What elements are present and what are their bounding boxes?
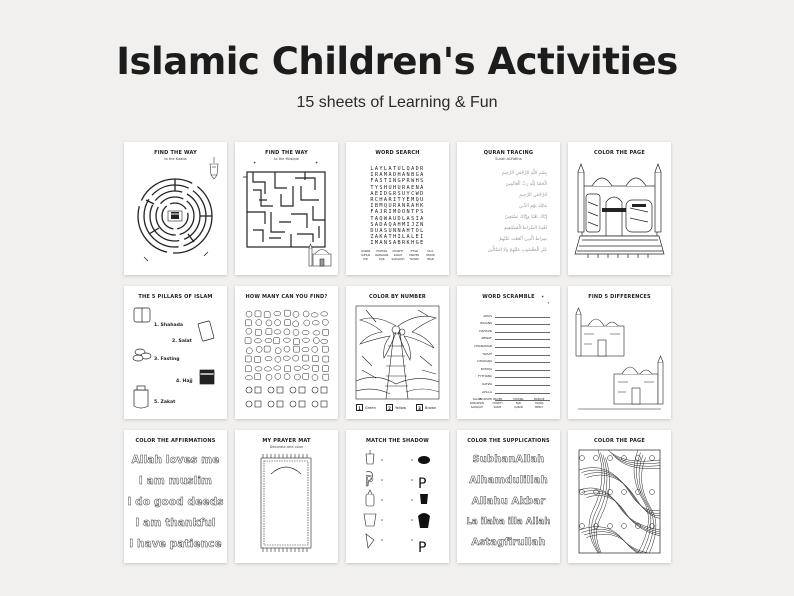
list-item xyxy=(465,340,550,348)
list-item: RAMADAN xyxy=(375,254,389,257)
affirmation-line: Allah loves me xyxy=(131,454,220,466)
hidden-object xyxy=(302,338,309,342)
hidden-object xyxy=(293,311,299,317)
list-item xyxy=(465,378,550,386)
sheet-grid xyxy=(124,142,670,562)
grid-row: ZAKATHILALEI xyxy=(370,234,425,241)
hidden-object xyxy=(275,320,281,326)
list-item xyxy=(465,325,550,333)
hidden-object xyxy=(274,311,281,315)
sheet-subtitle: Decorate and color xyxy=(269,445,304,449)
scrambled-word: TAHAT xyxy=(482,351,492,356)
hidden-object xyxy=(322,319,328,325)
hidden-object xyxy=(245,356,251,362)
list-item: FASTING xyxy=(513,398,524,401)
sheet-title: COLOR THE PAGE xyxy=(594,438,645,444)
hidden-object xyxy=(256,320,262,326)
sheet-five-pillars xyxy=(124,286,227,419)
list-item: SALAH xyxy=(472,398,481,401)
hidden-object xyxy=(245,366,251,372)
sheet-subtitle: to the Mosque xyxy=(273,157,300,161)
list-item: CHARITY xyxy=(392,250,404,253)
hidden-object xyxy=(321,339,328,343)
list-item: PRAYER xyxy=(409,254,420,257)
svg-text:P: P xyxy=(418,476,427,492)
sheet-title: THE 5 PILLARS OF ISLAM xyxy=(138,294,213,300)
tracing-lines xyxy=(471,168,547,256)
dates-icon xyxy=(133,349,151,361)
sheet-word-search xyxy=(346,142,449,275)
hidden-object xyxy=(255,311,261,317)
grid-row: DUASUNNAHTOL xyxy=(370,228,425,235)
hidden-object xyxy=(303,311,309,317)
grid-row: IRAMADHANBGA xyxy=(370,172,425,179)
tracing-line: الْحَمْدُ لِلَّهِ رَبِّ الْعَالَمِينَ xyxy=(505,182,547,187)
hidden-object xyxy=(285,366,291,372)
mosque-icon xyxy=(235,142,338,275)
hidden-object xyxy=(312,346,318,352)
hidden-object xyxy=(255,367,262,371)
sheet-my-prayer-mat xyxy=(235,430,338,563)
hidden-object xyxy=(284,374,290,380)
list-item: RAMADHAN xyxy=(469,402,484,405)
sheet-subtitle: Surah Al-Fatiha xyxy=(495,157,522,161)
scrambled-word: AMUS xyxy=(483,313,492,318)
tracing-line: غَيْرِ الْمَغْضُوبِ عَلَيْهِمْ وَلَا الضَّالِّينَ xyxy=(487,248,547,253)
hidden-object xyxy=(265,356,272,360)
hidden-object xyxy=(312,374,318,380)
sheet-title: WORD SCRAMBLE xyxy=(482,294,535,300)
hidden-object xyxy=(264,312,270,318)
lantern-icon xyxy=(366,450,374,464)
legend-item xyxy=(386,404,406,411)
affirmation-line: I do good deeds xyxy=(127,496,224,508)
grid-row: SADAQAHMIJZN xyxy=(370,221,425,228)
sheet-title: FIND THE WAY xyxy=(154,150,197,156)
list-item: MERCY xyxy=(535,406,544,409)
list-item: DUA xyxy=(427,250,434,253)
hidden-object xyxy=(311,313,318,317)
sheet-color-by-number xyxy=(346,286,449,419)
list-item: PRAYER xyxy=(493,398,503,401)
sheet-color-supplications xyxy=(457,430,560,563)
hidden-object xyxy=(274,366,281,370)
sheet-title: COLOR THE AFFIRMATIONS xyxy=(135,438,216,444)
hidden-object xyxy=(321,312,328,316)
sheet-title: COLOR THE PAGE xyxy=(594,150,645,156)
hidden-object xyxy=(284,310,290,316)
sheet-title: HOW MANY CAN YOU FIND? xyxy=(245,294,328,300)
sheet-title: COLOR THE SUPPLICATIONS xyxy=(467,438,550,444)
grid-row: LAYLATULQADR xyxy=(370,166,425,172)
scrambled-word: FYTHANC xyxy=(477,374,492,379)
sheet-how-many-can-you-find xyxy=(235,286,338,419)
svg-text:P: P xyxy=(365,474,374,490)
affirmation-line: I am thankful xyxy=(135,517,216,529)
hidden-object xyxy=(304,320,310,326)
svg-text:✦: ✦ xyxy=(547,301,550,305)
hidden-object xyxy=(284,329,290,335)
palm-tree-coloring-illustration xyxy=(346,286,449,419)
hidden-object xyxy=(302,365,309,369)
hidden-object xyxy=(255,329,261,335)
sheet-subtitle: to the Kaaba xyxy=(164,157,187,161)
legend-label: Green xyxy=(365,405,376,410)
sheet-title: QURAN TRACING xyxy=(483,150,534,156)
sheet-title: FIND THE WAY xyxy=(265,150,308,156)
tracing-line: الرَّحْمَٰنِ الرَّحِيمِ xyxy=(519,193,547,198)
hidden-object xyxy=(275,373,281,379)
hidden-object xyxy=(303,355,309,361)
hidden-object xyxy=(303,373,309,379)
list-item: FAJR xyxy=(515,402,521,405)
tracing-line: اهْدِنَا الصِّرَاطَ الْمُسْتَقِيمَ xyxy=(503,226,547,231)
scrambled-word: AHLLA xyxy=(482,389,492,394)
hidden-object xyxy=(313,338,319,344)
list-item xyxy=(465,310,550,318)
sheet-find-the-way-kaaba xyxy=(124,142,227,275)
hidden-object xyxy=(283,356,290,360)
hidden-object xyxy=(323,366,329,372)
supplication-line: Allahu Akbar xyxy=(471,496,546,507)
grid-row: AEIDGRSUYCWD xyxy=(370,190,425,197)
hidden-object xyxy=(322,329,328,335)
list-item: ZAKAT xyxy=(393,254,403,257)
hidden-object xyxy=(266,320,272,326)
page-subtitle: 15 sheets of Learning & Fun xyxy=(296,94,498,111)
hidden-object xyxy=(265,338,272,342)
pillar-label: 5. Zakat xyxy=(154,400,176,405)
mosque-differences-illustration xyxy=(568,286,671,419)
list-item: FAJR xyxy=(378,258,385,261)
grid-row: FASTINGPRWHS xyxy=(370,178,425,185)
list-item xyxy=(465,318,550,326)
hidden-object xyxy=(255,357,261,363)
supplication-line: La ilaha illa Allah xyxy=(466,517,551,527)
hidden-object xyxy=(293,355,299,361)
supplication-line: Astagfirullah xyxy=(471,537,546,548)
hidden-object xyxy=(294,366,301,370)
sheet-quran-tracing xyxy=(457,142,560,275)
pillars-illustration xyxy=(124,286,227,419)
sheet-match-the-shadow xyxy=(346,430,449,563)
legend-item xyxy=(356,404,376,411)
quran-icon xyxy=(134,308,150,322)
grid-row: IMANSABRKHGE xyxy=(370,240,425,247)
pillar-label: 4. Hajj xyxy=(176,379,193,384)
list-item: SADAQAH xyxy=(391,258,405,261)
list-item: MOSQUE xyxy=(533,398,545,401)
scrambled-word: RUMQA xyxy=(480,366,492,371)
supplication-line: Alhamdulillah xyxy=(469,475,548,486)
hidden-object xyxy=(323,356,329,362)
hidden-object xyxy=(293,339,299,345)
hidden-object xyxy=(285,320,291,326)
hidden-object xyxy=(246,311,252,317)
hidden-object xyxy=(284,346,290,352)
hidden-object xyxy=(255,374,261,380)
hidden-object xyxy=(302,330,309,334)
supplication-line: SubhanAllah xyxy=(472,454,545,465)
zakat-jar-icon xyxy=(134,386,148,408)
scrambled-word: DHANAMAR xyxy=(474,343,492,348)
affirmation-line: I am muslim xyxy=(138,475,213,487)
sheet-color-affirmations xyxy=(124,430,227,563)
sheet-color-the-page-pattern xyxy=(568,430,671,563)
hidden-object xyxy=(283,338,290,342)
grid-row: RCHARITYEMQU xyxy=(370,197,425,204)
hidden-object xyxy=(245,376,252,380)
list-item xyxy=(465,348,550,356)
list-item xyxy=(465,363,550,371)
scramble-list xyxy=(465,310,550,401)
hidden-object xyxy=(256,346,262,352)
svg-text:✦: ✦ xyxy=(315,160,319,165)
tracing-line: إِيَّاكَ نَعْبُدُ وَإِيَّاكَ نَسْتَعِينُ xyxy=(504,215,547,220)
grid-row: TAQWAUDLASIA xyxy=(370,215,425,222)
sheet-title: MY PRAYER MAT xyxy=(262,438,311,444)
prayer-mat-icon xyxy=(235,430,338,563)
sheet-title: WORD SEARCH xyxy=(375,150,420,156)
hidden-object xyxy=(322,346,328,352)
pillar-label: 2. Salat xyxy=(172,339,192,344)
hidden-object xyxy=(323,374,329,380)
legend-item xyxy=(416,404,436,411)
list-item: TAQWA xyxy=(534,402,544,405)
hidden-object xyxy=(254,339,261,343)
sheet-title: MATCH THE SHADOW xyxy=(366,438,429,444)
hidden-object xyxy=(275,348,281,354)
legend-number: 2 xyxy=(386,404,393,411)
list-item: TAQWA xyxy=(409,258,419,261)
sheet-find-differences xyxy=(568,286,671,419)
legend-label: Yellow xyxy=(395,405,407,410)
svg-text:✦: ✦ xyxy=(541,294,545,299)
sheet-color-the-page-mosque xyxy=(568,142,671,275)
tracing-line: صِرَاطَ الَّذِينَ أَنْعَمْتَ عَلَيْهِمْ xyxy=(499,237,547,242)
list-item: EID xyxy=(363,258,368,261)
scrambled-word: HADSUR xyxy=(479,328,492,333)
hidden-object xyxy=(274,330,281,334)
shadow-matching-illustration xyxy=(346,430,449,563)
list-item: IMAN xyxy=(427,258,434,261)
hidden-object xyxy=(245,338,251,344)
pillar-label: 3. Fasting xyxy=(154,357,180,362)
sheet-find-the-way-mosque xyxy=(235,142,338,275)
page-title: Islamic Children's Activities xyxy=(116,40,678,83)
list-item: QURAN xyxy=(360,250,371,253)
pillar-label: 1. Shahada xyxy=(154,323,183,328)
grid-row: FAJRIMOONTPS xyxy=(370,209,425,216)
prayer-mat-icon xyxy=(198,321,214,341)
hidden-object xyxy=(312,356,318,362)
affirmation-line: I have patience xyxy=(129,538,222,550)
scrambled-word: DHAKARA xyxy=(477,359,492,364)
scrambled-word: KATZA xyxy=(482,381,492,386)
hidden-object xyxy=(274,338,280,344)
hidden-object xyxy=(293,329,299,335)
hidden-object xyxy=(293,346,299,352)
list-item: FASTING xyxy=(376,250,388,253)
scrambled-word: BDOSIHI xyxy=(479,397,492,402)
hidden-object xyxy=(246,348,252,354)
list-item: SUHUR xyxy=(360,254,371,257)
list-item: QURAN xyxy=(514,406,523,409)
legend-number: 3 xyxy=(416,404,423,411)
svg-text:✦: ✦ xyxy=(253,160,257,165)
scrambled-word: REWAF xyxy=(481,336,492,341)
hidden-object xyxy=(275,356,281,362)
tracing-line: بِسْمِ اللَّهِ الرَّحْمَٰنِ الرَّحِيمِ xyxy=(501,171,547,176)
kaaba-icon xyxy=(200,370,214,384)
sheet-title: COLOR BY NUMBER xyxy=(369,294,426,300)
list-item xyxy=(465,333,550,341)
list-item: CHARITY xyxy=(492,402,503,405)
svg-text:P: P xyxy=(418,540,427,556)
lantern-icon xyxy=(124,142,227,275)
hidden-object xyxy=(245,320,251,326)
hidden-object xyxy=(294,374,300,380)
hidden-object xyxy=(313,331,320,335)
word-search-grid xyxy=(360,166,435,247)
scrambled-word: IMUANS xyxy=(480,321,492,326)
hidden-object xyxy=(313,365,319,371)
list-item xyxy=(465,386,550,394)
legend-number: 1 xyxy=(356,404,363,411)
grid-row: IBMQURANRAHK xyxy=(370,203,425,210)
sheet-title: FIND 5 DIFFERENCES xyxy=(588,294,651,300)
hidden-object xyxy=(266,329,272,335)
list-item xyxy=(465,356,550,364)
object-cluster-illustration xyxy=(235,286,338,419)
list-item: MOON xyxy=(426,254,435,257)
word-search-word-list xyxy=(358,250,438,261)
grid-row: TYSHUHURAENA xyxy=(370,184,425,191)
hidden-object xyxy=(302,347,309,351)
list-item xyxy=(465,371,550,379)
scramble-word-bank xyxy=(467,398,549,409)
hidden-object xyxy=(266,374,272,380)
list-item: IFTAR xyxy=(410,250,418,253)
hidden-object xyxy=(264,367,271,371)
hidden-object xyxy=(246,328,252,334)
hidden-object xyxy=(293,321,299,327)
pattern-coloring-illustration xyxy=(568,430,671,563)
hidden-object xyxy=(264,346,270,352)
tracing-line: مَالِكِ يَوْمِ الدِّينِ xyxy=(519,204,547,209)
mosque-coloring-illustration xyxy=(568,142,671,275)
list-item: ZAKAT xyxy=(493,406,502,409)
list-item: SADAQAH xyxy=(470,406,483,409)
legend-label: Brown xyxy=(425,405,437,410)
sheet-word-scramble xyxy=(457,286,560,419)
hidden-object xyxy=(312,321,319,325)
